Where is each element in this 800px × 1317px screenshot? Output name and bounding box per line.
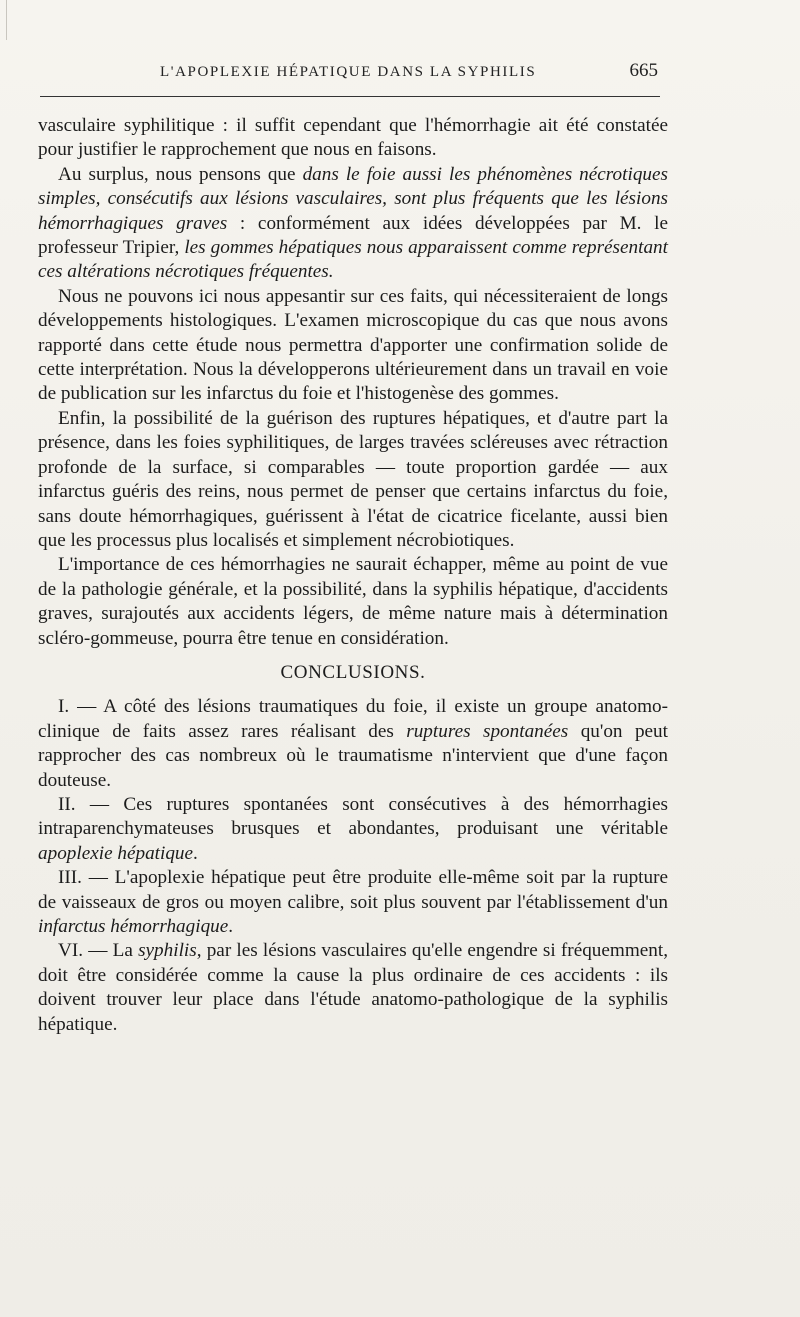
text-segment: Au surplus, nous pensons que xyxy=(58,163,303,185)
text-segment: L'importance de ces hémorrhagies ne saurait échapper, même au point de vue de la pathologie générale, et la possibilité, dans la syphilis hépatique, d'accidents graves, surajoutés aux accidents légers, de même nature mais à détermination scléro-gommeuse, pourra être tenue en considération. xyxy=(38,554,668,649)
paragraph xyxy=(38,407,668,553)
text-segment: Enfin, la possibilité de la guérison des ruptures hépatiques, et d'autre part la présence, dans les foies syphilitiques, de larges travées scléreuses avec rétraction profonde de la surface, si comparables — toute proportion gardée — aux infarctus guéris des reins, nous permet de penser que certains infarctus du foie, sans doute hémorrhagiques, guérissent à l'état de cicatrice ficelante, aussi bien que les processus plus localisés et simplement nécrobiotiques. xyxy=(38,407,668,551)
conclusion-item xyxy=(38,866,668,939)
text-segment: III. — L'apoplexie hépatique peut être produite elle-même soit par la rupture de vaisseaux de gros ou moyen calibre, soit plus souvent par l'établissement d'un xyxy=(38,867,668,913)
paragraph xyxy=(38,553,668,651)
italic-text: les gommes hépatiques nous apparaissent comme représentant ces altérations nécrotiques fréquentes. xyxy=(38,237,668,283)
text-segment: qu'on peut rapprocher des cas nombreux où le traumatisme n'intervient que d'une façon douteuse. xyxy=(38,720,668,791)
text-segment: Nous ne pouvons ici nous appesantir sur ces faits, qui nécessiteraient de longs développements histologiques. L'examen microscopique du cas que nous avons rapporté dans cette étude nous permettra d'apporter une confirmation solide de cette interprétation. Nous la développerons ultérieurement dans un travail en voie de publication sur les infarctus du foie et l'histogenèse des gommes. xyxy=(38,285,668,405)
text-segment: , par les lésions vasculaires qu'elle engendre si fréquemment, doit être considérée comme la cause la plus ordinaire de ces accidents : ils doivent trouver leur place dans l'étude anatomo-pathologique de la syphilis hépatique. xyxy=(38,940,669,1035)
italic-text: ruptures spontanées xyxy=(406,720,569,742)
conclusion-list xyxy=(38,695,668,1037)
text-segment: vasculaire syphilitique : il suffit cependant que l'hémorrhagie ait été constatée pour justifier le rapprochement que nous en faisons. xyxy=(38,115,668,161)
text-segment: . xyxy=(228,916,234,937)
text-segment: . xyxy=(193,842,198,864)
text-segment: VI. — La xyxy=(58,940,139,962)
text-segment: II. — Ces ruptures spontanées sont consécutives à des hémorrhagies intraparenchymateuses brusques et abondantes, produisant une véritable xyxy=(38,793,668,840)
text-segment: : conformément aux idées développées par M. le professeur Tripier, xyxy=(38,212,668,259)
paragraph-list xyxy=(38,114,668,651)
running-title: L'APOPLEXIE HÉPATIQUE DANS LA SYPHILIS xyxy=(160,64,537,80)
scan-edge-mark xyxy=(6,0,7,40)
page-header xyxy=(40,60,660,90)
section-title: CONCLUSIONS. xyxy=(280,661,426,683)
conclusion-item xyxy=(38,695,668,793)
italic-text: apoplexie hépatique xyxy=(38,842,194,864)
header-rule xyxy=(40,96,660,97)
page-number: 665 xyxy=(629,60,658,81)
paragraph xyxy=(38,114,668,163)
paragraph xyxy=(38,285,668,407)
conclusion-item xyxy=(38,793,668,866)
italic-text: infarctus hémorrhagique xyxy=(38,916,229,937)
paragraph xyxy=(38,163,668,285)
italic-text: syphilis xyxy=(138,940,197,962)
body-text xyxy=(38,114,668,1037)
conclusion-item xyxy=(38,939,668,1037)
text-segment: I. — A côté des lésions traumatiques du foie, il existe un groupe anatomo-clinique de faits assez rares réalisant des xyxy=(38,696,668,742)
italic-text: dans le foie aussi les phénomènes nécrotiques simples, consécutifs aux lésions vasculaires, sont plus fréquents que les lésions hémorrhagiques graves xyxy=(38,163,668,234)
